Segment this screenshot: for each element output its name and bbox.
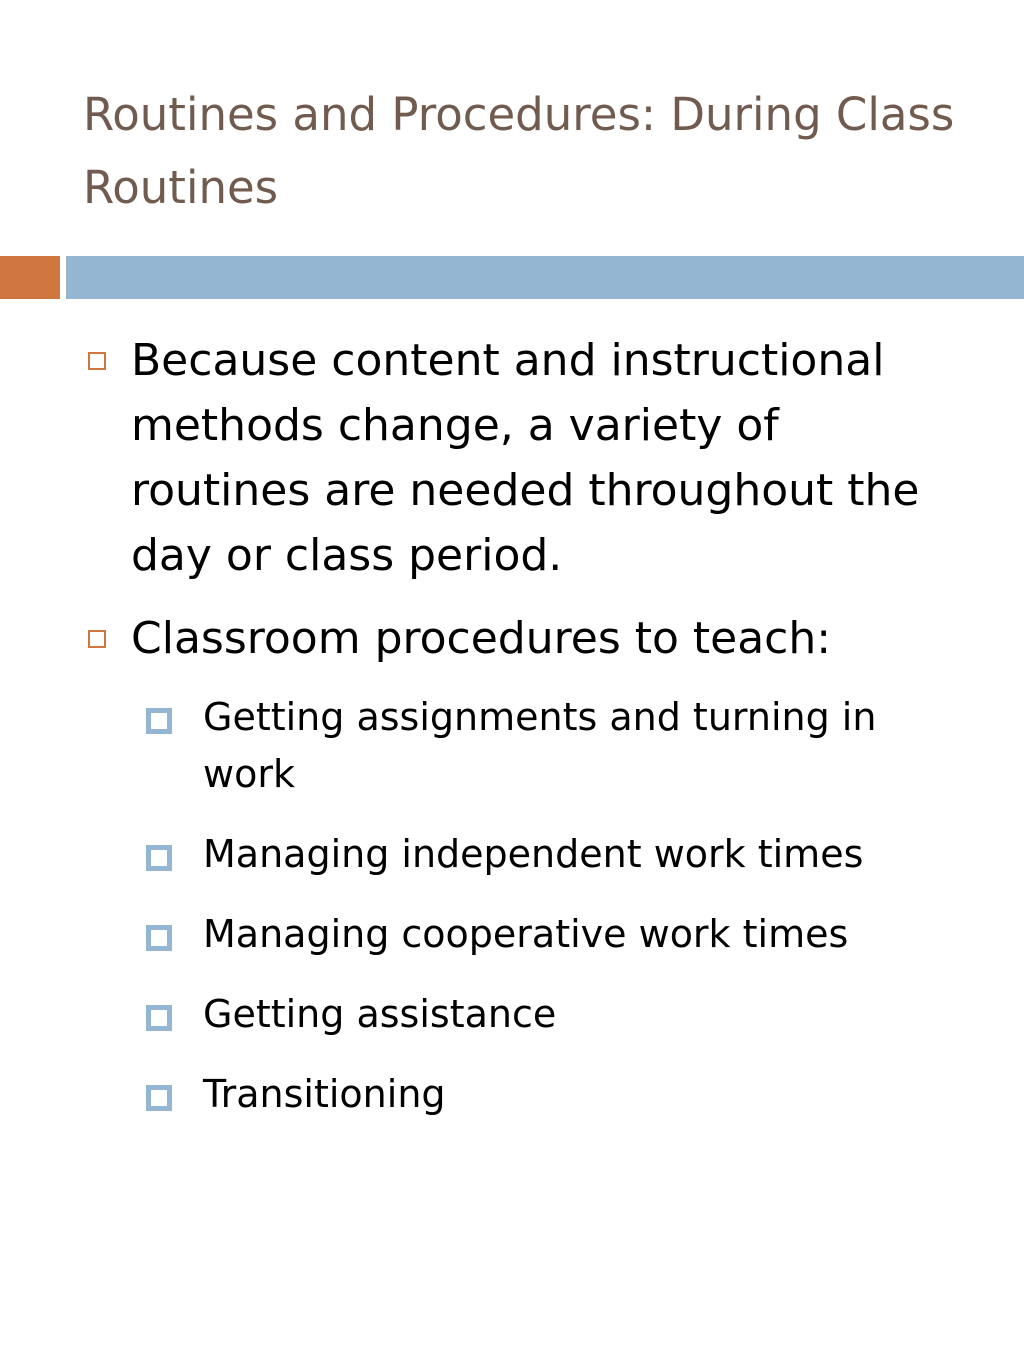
bullet-item	[0, 328, 1024, 588]
square-bullet-icon	[146, 1005, 172, 1031]
accent-bar	[66, 256, 1024, 299]
bullet-item	[0, 606, 1024, 671]
sub-bullet-text: Getting assignments and turning in work	[203, 695, 877, 796]
bullet-text: Classroom procedures to teach:	[131, 613, 832, 664]
sub-bullet-text: Managing cooperative work times	[203, 912, 849, 956]
square-bullet-icon	[146, 925, 172, 951]
sub-bullet-item	[0, 986, 1024, 1043]
sub-bullet-item	[0, 689, 1024, 803]
sub-bullet-item	[0, 906, 1024, 963]
sub-bullet-text: Transitioning	[203, 1072, 446, 1116]
sub-bullet-text: Getting assistance	[203, 992, 557, 1036]
sub-bullet-item	[0, 1066, 1024, 1123]
sub-bullet-item	[0, 826, 1024, 883]
square-bullet-icon	[146, 1085, 172, 1111]
square-bullet-icon	[146, 708, 172, 734]
sub-bullet-text: Managing independent work times	[203, 832, 864, 876]
slide-title: Routines and Procedures: During Class Routines	[83, 88, 955, 214]
accent-square	[0, 256, 60, 299]
sub-bullet-list	[0, 689, 1024, 1123]
square-bullet-icon	[146, 845, 172, 871]
bullet-text: Because content and instructional methods change, a variety of routines are needed throughout the day or class period.	[131, 335, 920, 581]
hollow-square-icon	[88, 630, 106, 648]
bullet-list	[0, 328, 1024, 1146]
hollow-square-icon	[88, 352, 106, 370]
sub-bullet-group	[0, 689, 1024, 1123]
